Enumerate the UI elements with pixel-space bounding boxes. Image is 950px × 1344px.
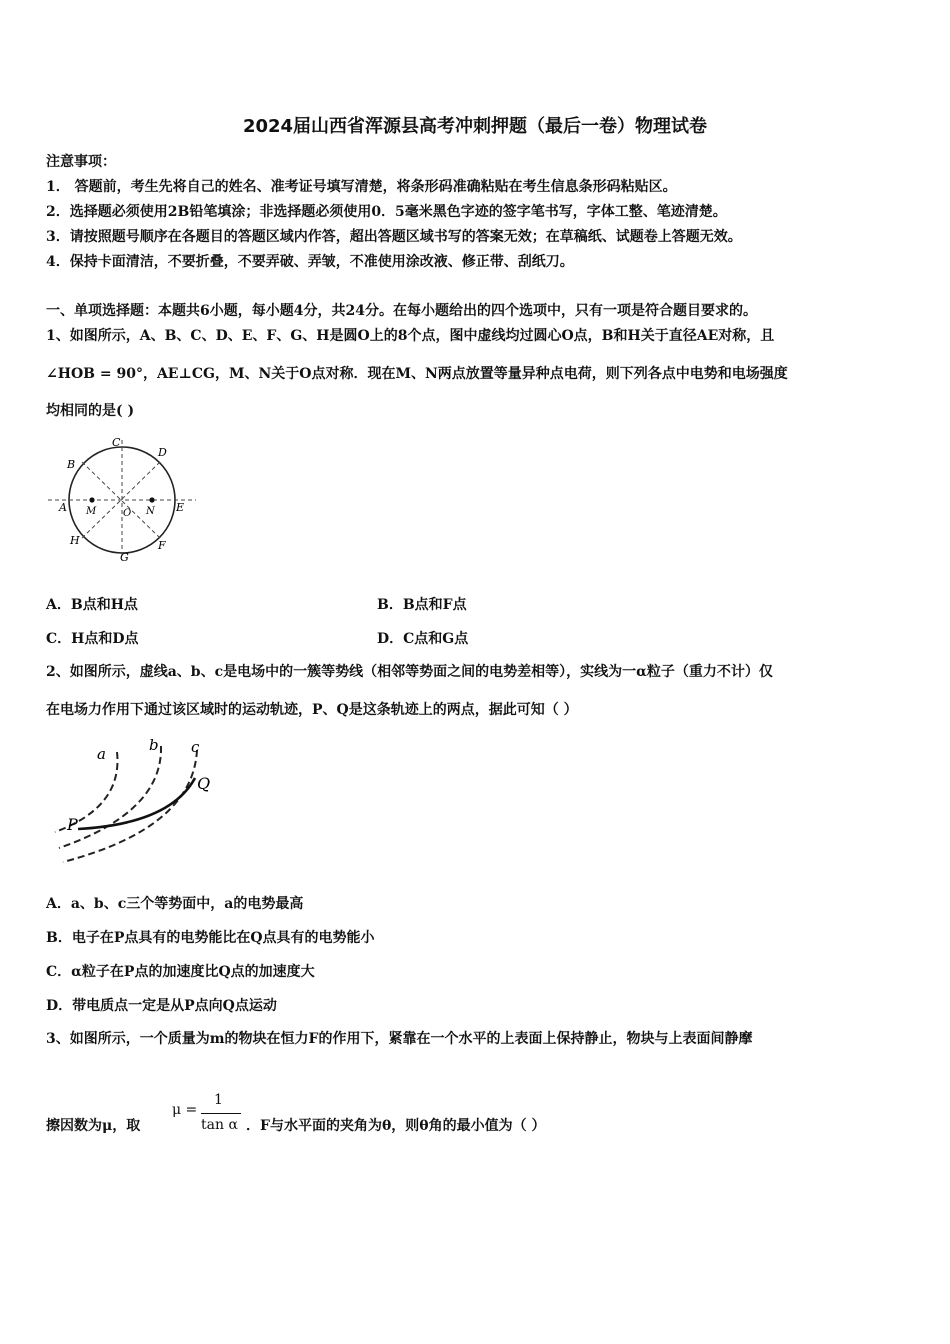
q1-stem-line-3: 均相同的是( ) [46,403,135,419]
q1-option-a[interactable]: A．B点和H点 [46,597,138,613]
notice-item-1: 1． 答题前，考生先将自己的姓名、准考证号填写清楚，将条形码准确粘贴在考生信息条形码粘贴区。 [46,179,677,195]
q3-mu-symbol: μ = [172,1102,198,1118]
label-F: F [158,539,166,552]
section-heading: 一、单项选择题：本题共6小题，每小题4分，共24分。在每小题给出的四个选项中，只有一项是符合题目要求的。 [46,303,757,319]
q1-option-d[interactable]: D．C点和G点 [377,631,469,647]
label-D: D [158,446,167,459]
label-E: E [176,501,185,514]
q1-circle-figure [48,432,200,564]
label-a: a [97,745,106,763]
q1-stem-line-1: 1、如图所示，A、B、C、D、E、F、G、H是圆O上的8个点，图中虚线均过圆心O点，B和H关于直径AE对称，且 [46,328,775,344]
q3-stem-line-2-start: 擦因数为μ，取 [46,1118,141,1134]
label-G: G [120,551,129,564]
q2-option-d[interactable]: D．带电质点一定是从P点向Q点运动 [46,998,277,1014]
q2-option-c[interactable]: C．α粒子在P点的加速度比Q点的加速度大 [46,964,315,980]
q2-option-a[interactable]: A．a、b、c三个等势面中，a的电势最高 [46,896,304,912]
label-N: N [146,506,155,517]
q3-stem-line-1: 3、如图所示，一个质量为m的物块在恒力F的作用下，紧靠在一个水平的上表面上保持静止，物块与上表面间静摩 [46,1031,753,1047]
page-title: 2024届山西省浑源县高考冲刺押题（最后一卷）物理试卷 [242,116,708,137]
label-P: P [67,815,78,834]
q2-equipotential-figure [45,732,225,868]
label-Q: Q [197,774,211,793]
q3-fraction-denominator: tan α [201,1117,238,1133]
label-H: H [70,534,80,547]
label-C: C [112,436,121,449]
label-M: M [86,506,97,517]
label-c: c [191,738,200,756]
q2-stem-line-2: 在电场力作用下通过该区域时的运动轨迹，P、Q是这条轨迹上的两点，据此可知（ ） [46,702,578,718]
notice-item-2: 2．选择题必须使用2B铅笔填涂；非选择题必须使用0．5毫米黑色字迹的签字笔书写，字体工整、笔迹清楚。 [46,204,727,220]
q1-option-b[interactable]: B．B点和F点 [377,597,467,613]
q3-fraction-numerator: 1 [214,1092,223,1108]
label-A: A [59,501,67,514]
notice-heading: 注意事项： [46,154,116,170]
q1-option-c[interactable]: C．H点和D点 [46,631,139,647]
label-b: b [149,736,159,754]
label-O: O [123,508,132,519]
q3-stem-line-2-end: ．F与水平面的夹角为θ，则θ角的最小值为（ ） [246,1118,546,1134]
q3-fraction-bar [201,1113,241,1114]
label-B: B [67,458,76,471]
q2-option-b[interactable]: B．电子在P点具有的电势能比在Q点具有的电势能小 [46,930,375,946]
q1-stem-line-2: ∠HOB = 90°，AE⊥CG，M、N关于O点对称．现在M、N两点放置等量异种点电荷，则下列各点中电势和电场强度 [46,366,788,382]
q2-stem-line-1: 2、如图所示，虚线a、b、c是电场中的一簇等势线（相邻等势面之间的电势差相等），实线为一α粒子（重力不计）仅 [46,664,773,680]
notice-item-4: 4．保持卡面清洁，不要折叠，不要弄破、弄皱，不准使用涂改液、修正带、刮纸刀。 [46,254,574,270]
notice-item-3: 3．请按照题号顺序在各题目的答题区域内作答，超出答题区域书写的答案无效；在草稿纸、试题卷上答题无效。 [46,229,742,245]
